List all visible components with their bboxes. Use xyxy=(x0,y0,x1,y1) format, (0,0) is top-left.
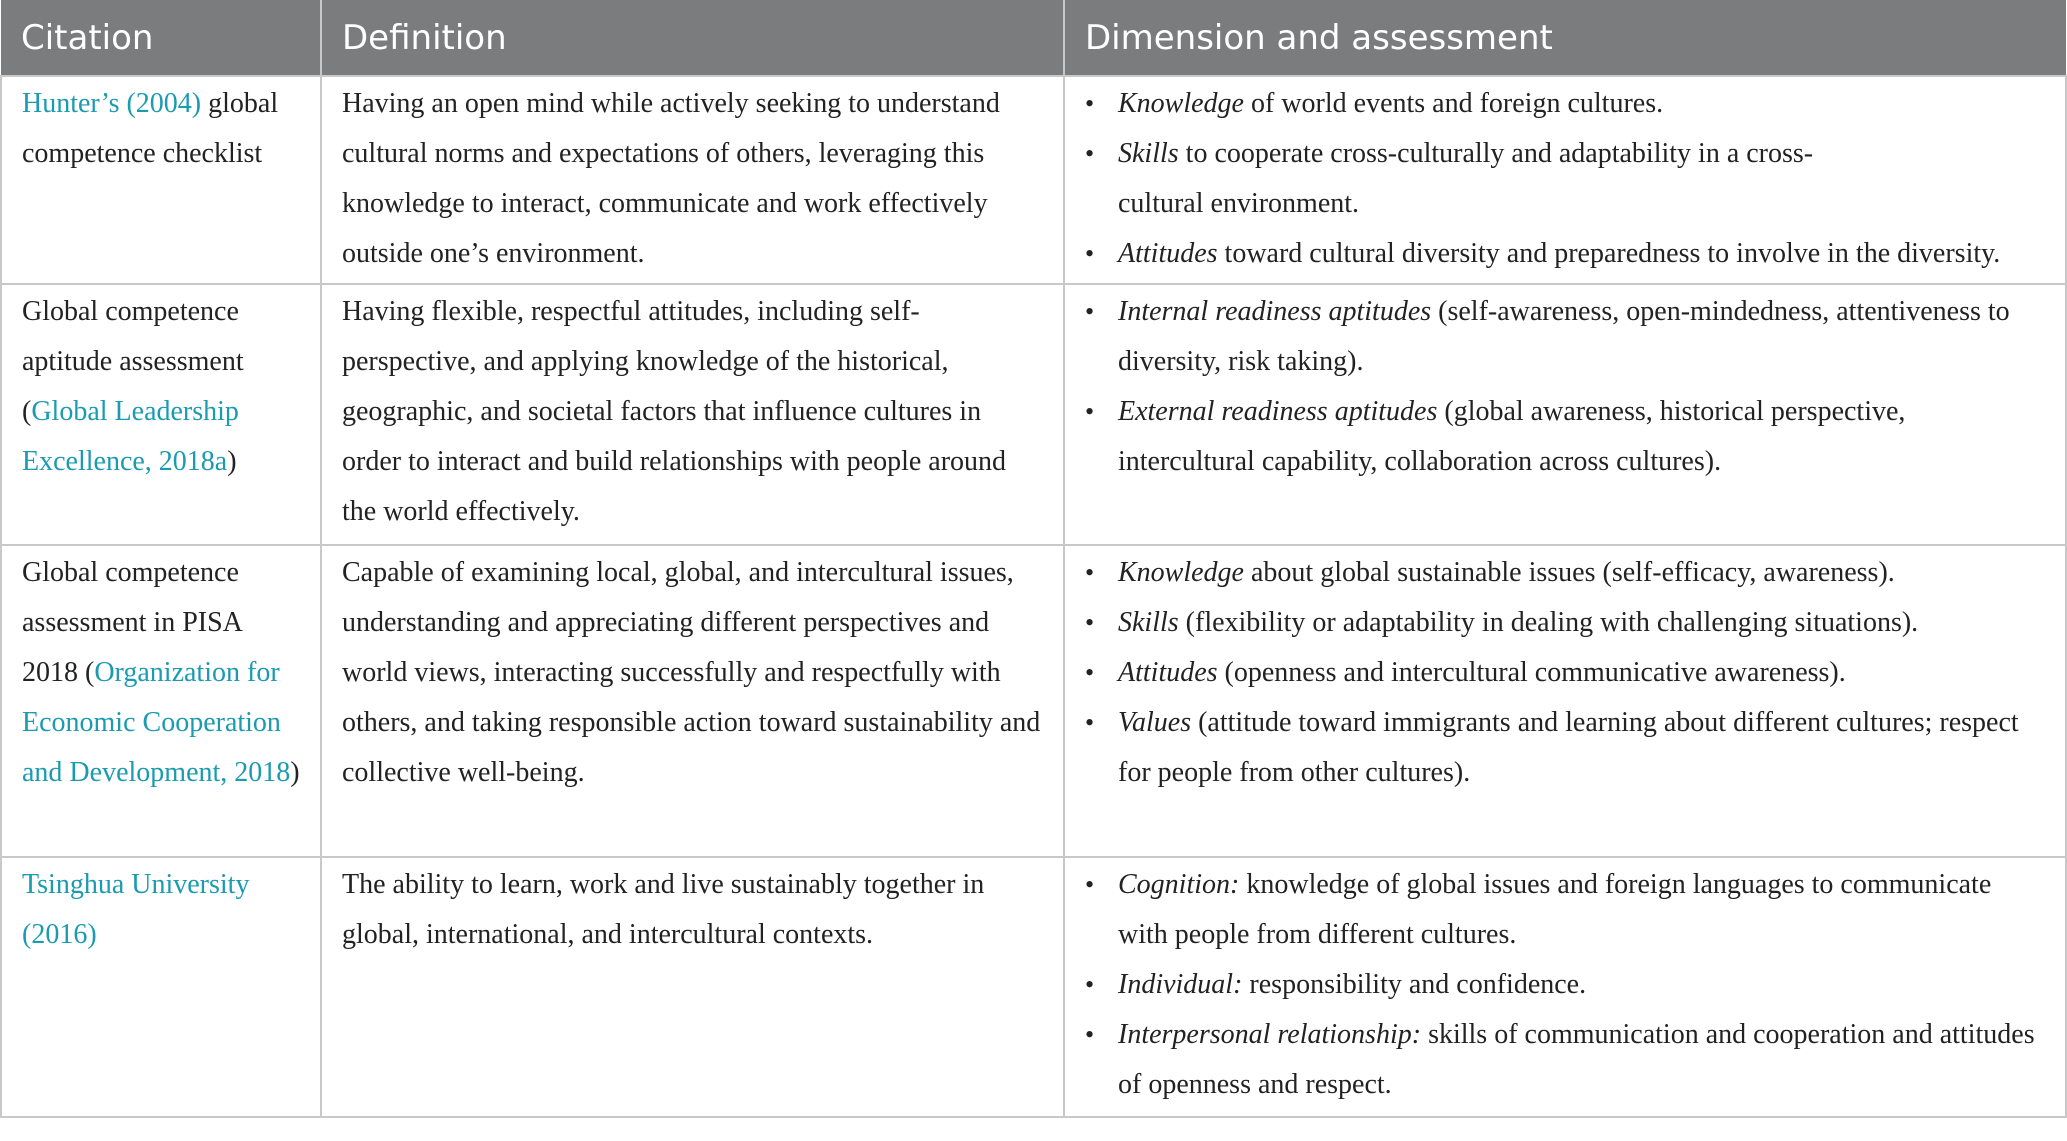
dimension-term: Individual: xyxy=(1118,969,1243,1000)
dimension-list xyxy=(1085,860,2045,1110)
dimension-cell xyxy=(1064,545,2066,857)
table-row xyxy=(1,284,2066,545)
dimension-list xyxy=(1085,548,2045,798)
dimension-term: Interpersonal relationship: xyxy=(1118,1019,1422,1050)
citation-post: global competence checklist xyxy=(22,88,279,169)
dimension-text: (self-awareness, open-mindedness, attentiveness to diversity, risk taking). xyxy=(1118,296,2010,377)
definition-cell: Having flexible, respectful attitudes, including self-perspective, and applying knowledge of the historical, geographic, and societal factors that influence cultures in order to interact and build relationships with people around the world effectively. xyxy=(321,284,1064,545)
definition-cell: Capable of examining local, global, and intercultural issues, understanding and appreciating different perspectives and world views, interacting successfully and respectfully with others, and taking responsible action toward sustainability and collective well-being. xyxy=(321,545,1064,857)
definition-cell: The ability to learn, work and live sustainably together in global, international, and intercultural contexts. xyxy=(321,857,1064,1117)
citation-pre: Global competence aptitude assessment ( xyxy=(22,296,244,427)
dimension-item xyxy=(1085,648,2045,698)
header-citation: Citation xyxy=(1,0,321,76)
dimension-item xyxy=(1085,129,2045,229)
header-row xyxy=(1,0,2066,76)
dimension-list xyxy=(1085,79,2045,279)
dimension-term: Skills xyxy=(1118,138,1179,169)
citation-link[interactable]: Hunter’s (2004) xyxy=(22,88,202,119)
citation-link[interactable]: Global Leadership Excellence, 2018a xyxy=(22,396,239,477)
dimension-text: (flexibility or adaptability in dealing with challenging situations). xyxy=(1178,607,1919,638)
table-row xyxy=(1,857,2066,1117)
dimension-text: (global awareness, historical perspective, intercultural capability, collaboration across cultures). xyxy=(1118,396,1906,477)
dimension-text: knowledge of global issues and foreign languages to communicate with people from different cultures. xyxy=(1118,869,1992,950)
citation-cell xyxy=(1,545,321,857)
dimension-item xyxy=(1085,287,2045,387)
citation-cell xyxy=(1,76,321,284)
dimension-text: responsibility and confidence. xyxy=(1242,969,1587,1000)
citation-cell xyxy=(1,284,321,545)
dimension-term: Attitudes xyxy=(1118,238,1218,269)
dimension-text: about global sustainable issues (self-efficacy, awareness). xyxy=(1244,557,1895,588)
dimension-text: of world events and foreign cultures. xyxy=(1244,88,1664,119)
dimension-text: to cooperate cross-culturally and adaptability in a cross- cultural environment. xyxy=(1118,138,1814,219)
dimension-term: Attitudes xyxy=(1118,657,1218,688)
dimension-item xyxy=(1085,598,2045,648)
citation-link[interactable]: Organization for Economic Cooperation and Development, 2018 xyxy=(22,657,291,788)
dimension-item xyxy=(1085,229,2045,279)
dimension-term: Cognition: xyxy=(1118,869,1240,900)
dimension-term: External readiness aptitudes xyxy=(1118,396,1438,427)
dimension-item xyxy=(1085,960,2045,1010)
dimension-term: Knowledge xyxy=(1118,557,1244,588)
table-row xyxy=(1,545,2066,857)
dimension-cell xyxy=(1064,857,2066,1117)
dimension-term: Values xyxy=(1118,707,1192,738)
dimension-text: skills of communication and cooperation and attitudes of openness and respect. xyxy=(1118,1019,2035,1100)
dimension-item xyxy=(1085,698,2045,798)
citation-cell xyxy=(1,857,321,1117)
dimension-item xyxy=(1085,1010,2045,1110)
dimension-cell xyxy=(1064,284,2066,545)
dimension-item xyxy=(1085,860,2045,960)
dimension-list xyxy=(1085,287,2045,487)
dimension-item xyxy=(1085,548,2045,598)
dimension-term: Knowledge xyxy=(1118,88,1244,119)
header-dimension: Dimension and assessment xyxy=(1064,0,2066,76)
dimension-text: (attitude toward immigrants and learning about different cultures; respect for people from other cultures). xyxy=(1118,707,2019,788)
dimension-term: Internal readiness aptitudes xyxy=(1118,296,1432,327)
dimension-text: toward cultural diversity and preparedness to involve in the diversity. xyxy=(1217,238,2001,269)
dimension-term: Skills xyxy=(1118,607,1179,638)
citation-link[interactable]: Tsinghua University (2016) xyxy=(22,869,250,950)
dimension-item xyxy=(1085,387,2045,487)
definition-cell: Having an open mind while actively seeking to understand cultural norms and expectations of others, leveraging this knowledge to interact, communicate and work effectively outside one’s environment. xyxy=(321,76,1064,284)
header-definition: Definition xyxy=(321,0,1064,76)
citation-post: ) xyxy=(290,757,300,788)
dimension-text: (openness and intercultural communicative awareness). xyxy=(1217,657,1846,688)
dimension-cell xyxy=(1064,76,2066,284)
table-row xyxy=(1,76,2066,284)
citation-post: ) xyxy=(227,446,237,477)
dimension-item xyxy=(1085,79,2045,129)
citation-pre: Global competence assessment in PISA 2018 ( xyxy=(22,557,242,688)
